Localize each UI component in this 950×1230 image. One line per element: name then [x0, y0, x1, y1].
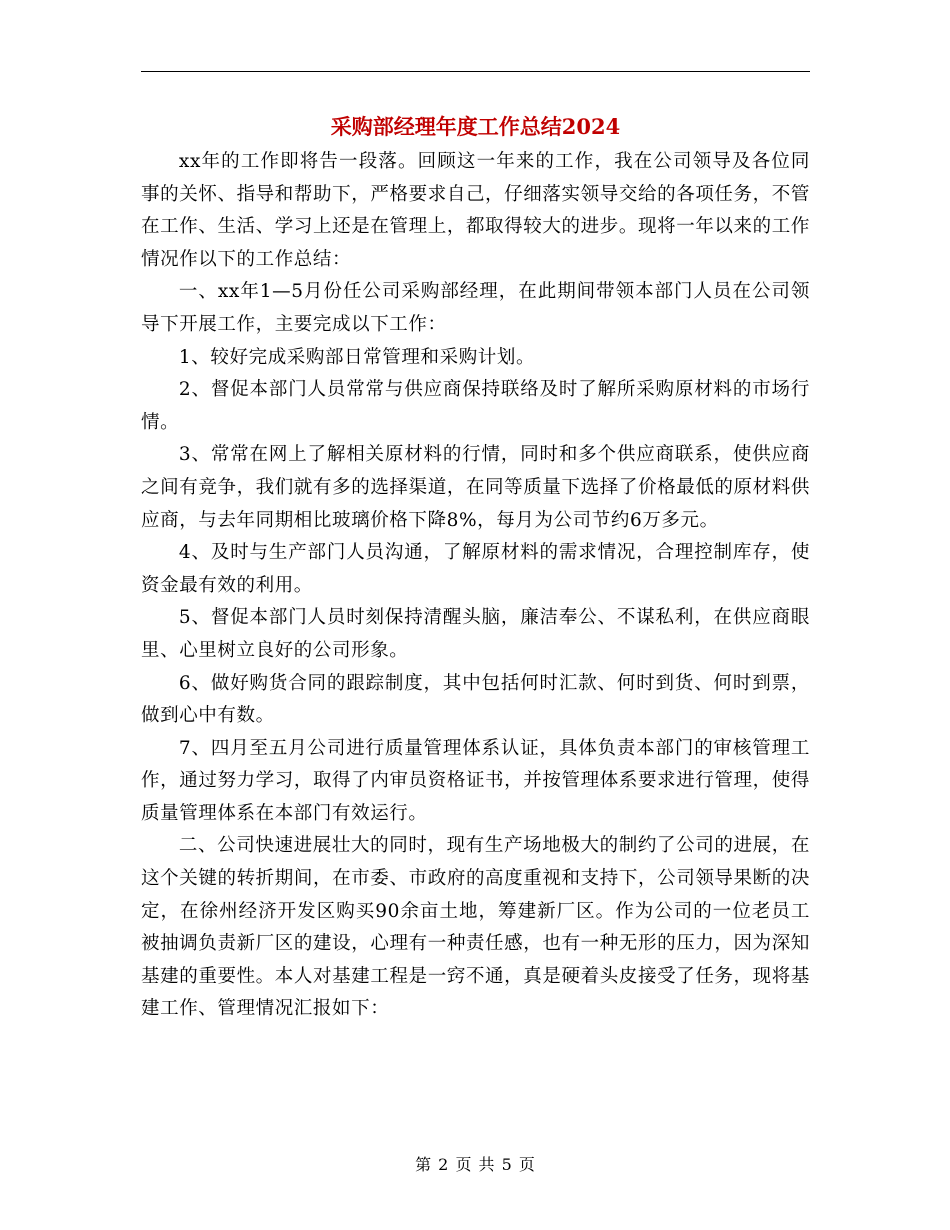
document-title: 采购部经理年度工作总结2024	[330, 114, 621, 139]
paragraph-item-4: 4、及时与生产部门人员沟通，了解原材料的需求情况，合理控制库存，使资金最有效的利用。	[141, 542, 810, 596]
header-rule	[141, 71, 810, 72]
document-body	[141, 146, 810, 1026]
page-number-footer: 第 2 页 共 5 页	[415, 1155, 536, 1174]
paragraph-item-3: 3、常常在网上了解相关原材料的行情，同时和多个供应商联系，使供应商之间有竞争，我们就有多的选择渠道，在同等质量下选择了价格最低的原材料供应商，与去年同期相比玻璃价格下降8%，每月为公司节约6万多元。	[141, 444, 810, 531]
paragraph-item-2: 2、督促本部门人员常常与供应商保持联络及时了解所采购原材料的市场行情。	[141, 379, 810, 433]
paragraph-section-one: 一、xx年1—5月份任公司采购部经理，在此期间带领本部门人员在公司领导下开展工作，主要完成以下工作：	[141, 281, 810, 335]
paragraph-section-two: 二、公司快速进展壮大的同时，现有生产场地极大的制约了公司的进展，在这个关键的转折期间，在市委、市政府的高度重视和支持下，公司领导果断的决定，在徐州经济开发区购买90余亩土地，筹建新厂区。作为公司的一位老员工被抽调负责新厂区的建设，心理有一种责任感，也有一种无形的压力，因为深知基建的重要性。本人对基建工程是一窍不通，真是硬着头皮接受了任务，现将基建工作、管理情况汇报如下：	[141, 835, 810, 1020]
paragraph-item-5: 5、督促本部门人员时刻保持清醒头脑，廉洁奉公、不谋私利，在供应商眼里、心里树立良好的公司形象。	[141, 607, 810, 661]
paragraph-item-7: 7、四月至五月公司进行质量管理体系认证，具体负责本部门的审核管理工作，通过努力学习，取得了内审员资格证书，并按管理体系要求进行管理，使得质量管理体系在本部门有效运行。	[141, 737, 810, 824]
paragraph-item-1: 1、较好完成采购部日常管理和采购计划。	[178, 346, 536, 368]
paragraph-item-6: 6、做好购货合同的跟踪制度，其中包括何时汇款、何时到货、何时到票，做到心中有数。	[141, 672, 810, 727]
paragraph-intro: xx年的工作即将告一段落。回顾这一年来的工作，我在公司领导及各位同事的关怀、指导和帮助下，严格要求自己，仔细落实领导交给的各项任务，不管在工作、生活、学习上还是在管理上，都取得较大的进步。现将一年以来的工作情况作以下的工作总结：	[141, 151, 810, 270]
